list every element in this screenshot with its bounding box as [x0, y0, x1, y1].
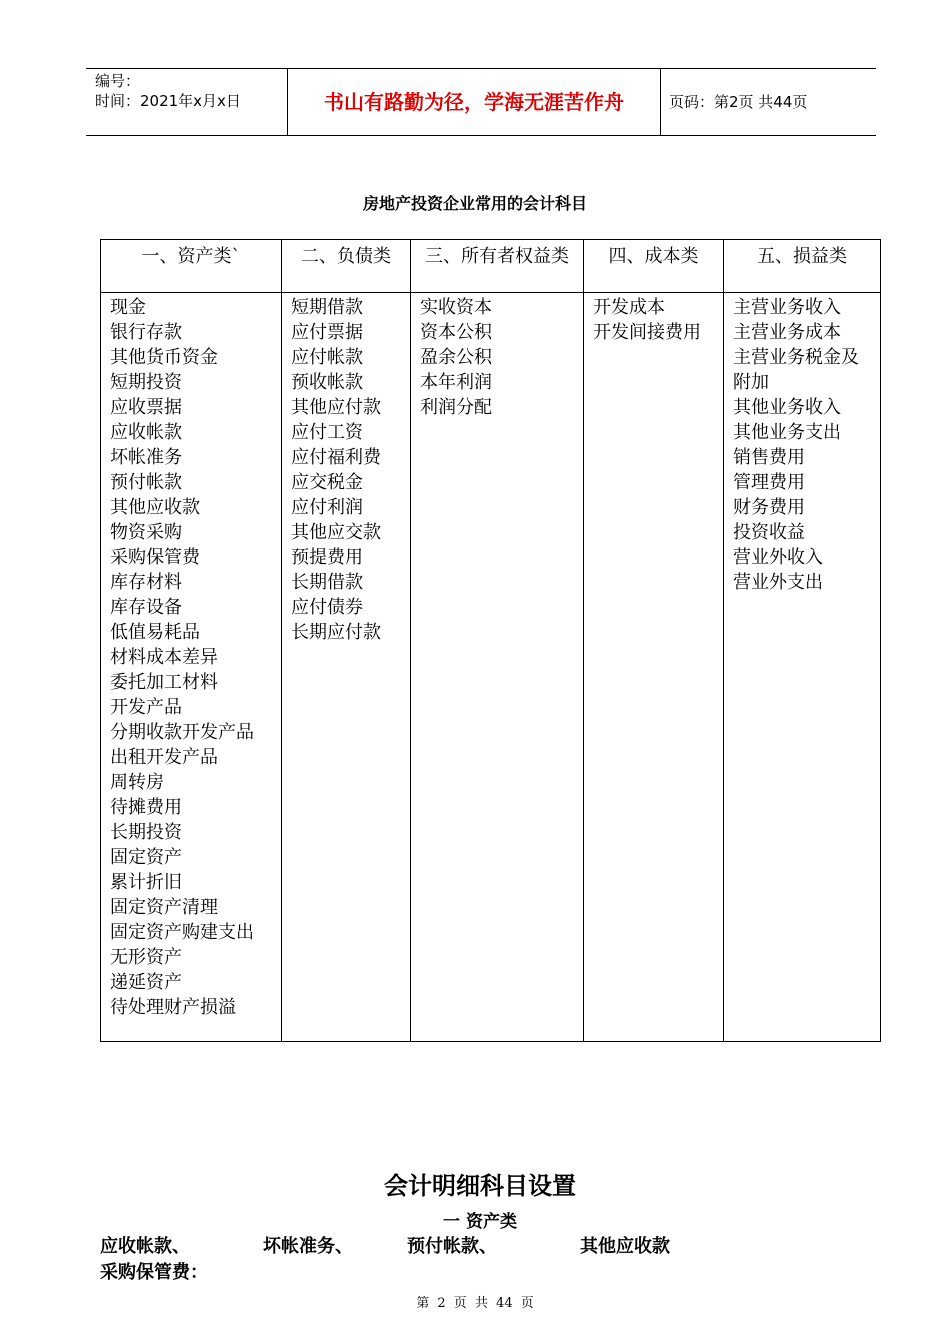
column-header-profit-loss: 五、损益类	[724, 240, 881, 293]
detail-item: 采购保管费：	[100, 1262, 208, 1283]
account-item: 预收帐款	[291, 372, 363, 393]
account-item: 其他业务支出	[733, 422, 841, 443]
account-item: 坏帐准务	[110, 447, 182, 468]
account-item: 财务费用	[733, 497, 805, 518]
account-item: 其他货币资金	[110, 347, 218, 368]
costs-column	[584, 293, 724, 1042]
account-item: 开发成本	[593, 297, 665, 318]
table-row	[101, 293, 881, 1042]
account-item: 预提费用	[291, 547, 363, 568]
section-subtitle: 一 资产类	[443, 1212, 517, 1232]
detail-item: 坏帐准务、	[263, 1236, 353, 1257]
account-item: 预付帐款	[110, 472, 182, 493]
profit-loss-column	[724, 293, 881, 1042]
account-item: 其他应付款	[291, 397, 381, 418]
document-code-label: 编号：	[95, 72, 141, 90]
account-item: 营业外支出	[733, 572, 823, 593]
account-item: 待处理财产损溢	[110, 997, 236, 1018]
account-item: 无形资产	[110, 947, 182, 968]
account-item: 其他应收款	[110, 497, 200, 518]
account-item: 现金	[110, 297, 146, 318]
column-header-liabilities: 二、负债类	[282, 240, 411, 293]
account-item: 开发间接费用	[593, 322, 701, 343]
account-item: 本年利润	[420, 372, 492, 393]
account-item: 资本公积	[420, 322, 492, 343]
account-item: 分期收款开发产品	[110, 722, 254, 743]
account-item: 其他应交款	[291, 522, 381, 543]
document-title: 房地产投资企业常用的会计科目	[362, 194, 587, 213]
account-item: 开发产品	[110, 697, 182, 718]
account-item: 应付票据	[291, 322, 363, 343]
page-footer: 第 2 页 共 44 页	[416, 1296, 534, 1311]
header-bottom-rule	[86, 135, 876, 136]
column-header-costs: 四、成本类	[584, 240, 724, 293]
account-item: 长期借款	[291, 572, 363, 593]
account-item: 实收资本	[420, 297, 492, 318]
account-item: 物资采购	[110, 522, 182, 543]
liabilities-column	[282, 293, 411, 1042]
assets-column	[101, 293, 282, 1042]
section-title: 会计明细科目设置	[384, 1171, 576, 1200]
account-item: 应交税金	[291, 472, 363, 493]
account-item: 固定资产	[110, 847, 182, 868]
account-item: 应付帐款	[291, 347, 363, 368]
header-divider	[660, 69, 661, 136]
account-item: 销售费用	[733, 447, 805, 468]
account-item: 营业外收入	[733, 547, 823, 568]
account-item: 投资收益	[733, 522, 805, 543]
account-item: 主营业务成本	[733, 322, 841, 343]
account-item: 周转房	[110, 772, 164, 793]
account-item: 库存设备	[110, 597, 182, 618]
page-number-label: 页码：第2页 共44页	[669, 93, 808, 111]
account-item: 主营业务收入	[733, 297, 841, 318]
account-item: 短期借款	[291, 297, 363, 318]
header-divider	[287, 69, 288, 136]
account-item: 委托加工材料	[110, 672, 218, 693]
account-item: 应收票据	[110, 397, 182, 418]
account-item: 主营业务税金及附加	[733, 347, 859, 393]
account-item: 采购保管费	[110, 547, 200, 568]
account-item: 利润分配	[420, 397, 492, 418]
account-item: 其他业务收入	[733, 397, 841, 418]
account-item: 材料成本差异	[110, 647, 218, 668]
account-item: 应收帐款	[110, 422, 182, 443]
detail-item: 应收帐款、	[100, 1236, 190, 1257]
account-item: 短期投资	[110, 372, 182, 393]
account-item: 固定资产购建支出	[110, 922, 254, 943]
account-item: 应付工资	[291, 422, 363, 443]
header-motto: 书山有路勤为径，学海无涯苦作舟	[324, 90, 624, 114]
account-item: 银行存款	[110, 322, 182, 343]
account-item: 固定资产清理	[110, 897, 218, 918]
account-item: 应付利润	[291, 497, 363, 518]
table-header-row	[101, 240, 881, 293]
document-time-label: 时间：2021年x月x日	[95, 92, 241, 110]
equity-column	[411, 293, 584, 1042]
column-header-equity: 三、所有者权益类	[411, 240, 584, 293]
column-header-assets: 一、资产类`	[101, 240, 282, 293]
account-item: 累计折旧	[110, 872, 182, 893]
accounts-table	[100, 239, 881, 1042]
detail-item: 预付帐款、	[407, 1236, 497, 1257]
detail-item: 其他应收款	[580, 1236, 670, 1257]
account-item: 库存材料	[110, 572, 182, 593]
header-top-rule	[86, 68, 876, 69]
account-item: 递延资产	[110, 972, 182, 993]
account-item: 应付福利费	[291, 447, 381, 468]
account-item: 待摊费用	[110, 797, 182, 818]
account-item: 盈余公积	[420, 347, 492, 368]
account-item: 长期投资	[110, 822, 182, 843]
account-item: 长期应付款	[291, 622, 381, 643]
account-item: 应付债券	[291, 597, 363, 618]
account-item: 出租开发产品	[110, 747, 218, 768]
account-item: 管理费用	[733, 472, 805, 493]
account-item: 低值易耗品	[110, 622, 200, 643]
